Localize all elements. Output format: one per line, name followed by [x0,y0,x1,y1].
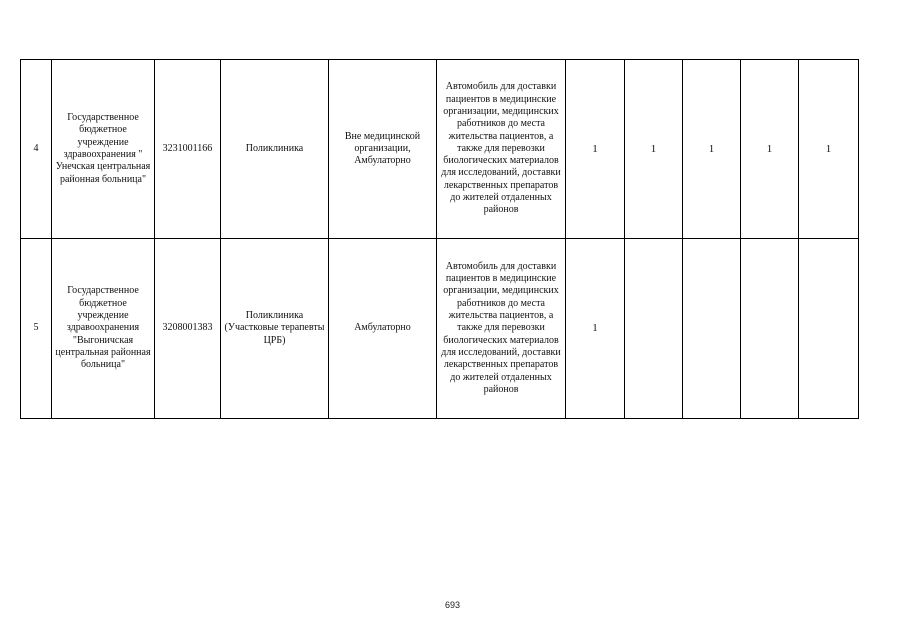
count-cell [799,239,859,419]
department: Поликлиника (Участковые терапевты ЦРБ) [221,239,329,419]
vehicle-purpose: Автомобиль для доставки пациентов в медицинские организации, медицинских работников до места жительства пациентов, а также для перевозки биологических материалов для исследований, доставки лекарственных препаратов до жителей отдаленных районов [437,239,566,419]
organization-code: 3231001166 [155,60,221,239]
count-cell: 1 [799,60,859,239]
page-number: 693 [444,600,461,610]
organization-name: Государственное бюджетное учреждение здравоохранения "Выгоничская центральная районная больница" [52,239,155,419]
vehicle-allocation-table [20,59,859,419]
row-number: 5 [21,239,52,419]
count-cell [741,239,799,419]
organization-name: Государственное бюджетное учреждение здравоохранения " Унечская центральная районная больница" [52,60,155,239]
count-cell: 1 [683,60,741,239]
count-cell: 1 [566,239,625,419]
care-conditions: Амбулаторно [329,239,437,419]
organization-code: 3208001383 [155,239,221,419]
count-cell: 1 [741,60,799,239]
count-cell: 1 [566,60,625,239]
department: Поликлиника [221,60,329,239]
row-number: 4 [21,60,52,239]
vehicle-purpose: Автомобиль для доставки пациентов в медицинские организации, медицинских работников до места жительства пациентов, а также для перевозки биологических материалов для исследований, доставки лекарственных препаратов до жителей отдаленных районов [437,60,566,239]
count-cell: 1 [625,60,683,239]
count-cell [625,239,683,419]
care-conditions: Вне медицинской организации, Амбулаторно [329,60,437,239]
table-row [21,239,859,419]
table-row [21,60,859,239]
count-cell [683,239,741,419]
